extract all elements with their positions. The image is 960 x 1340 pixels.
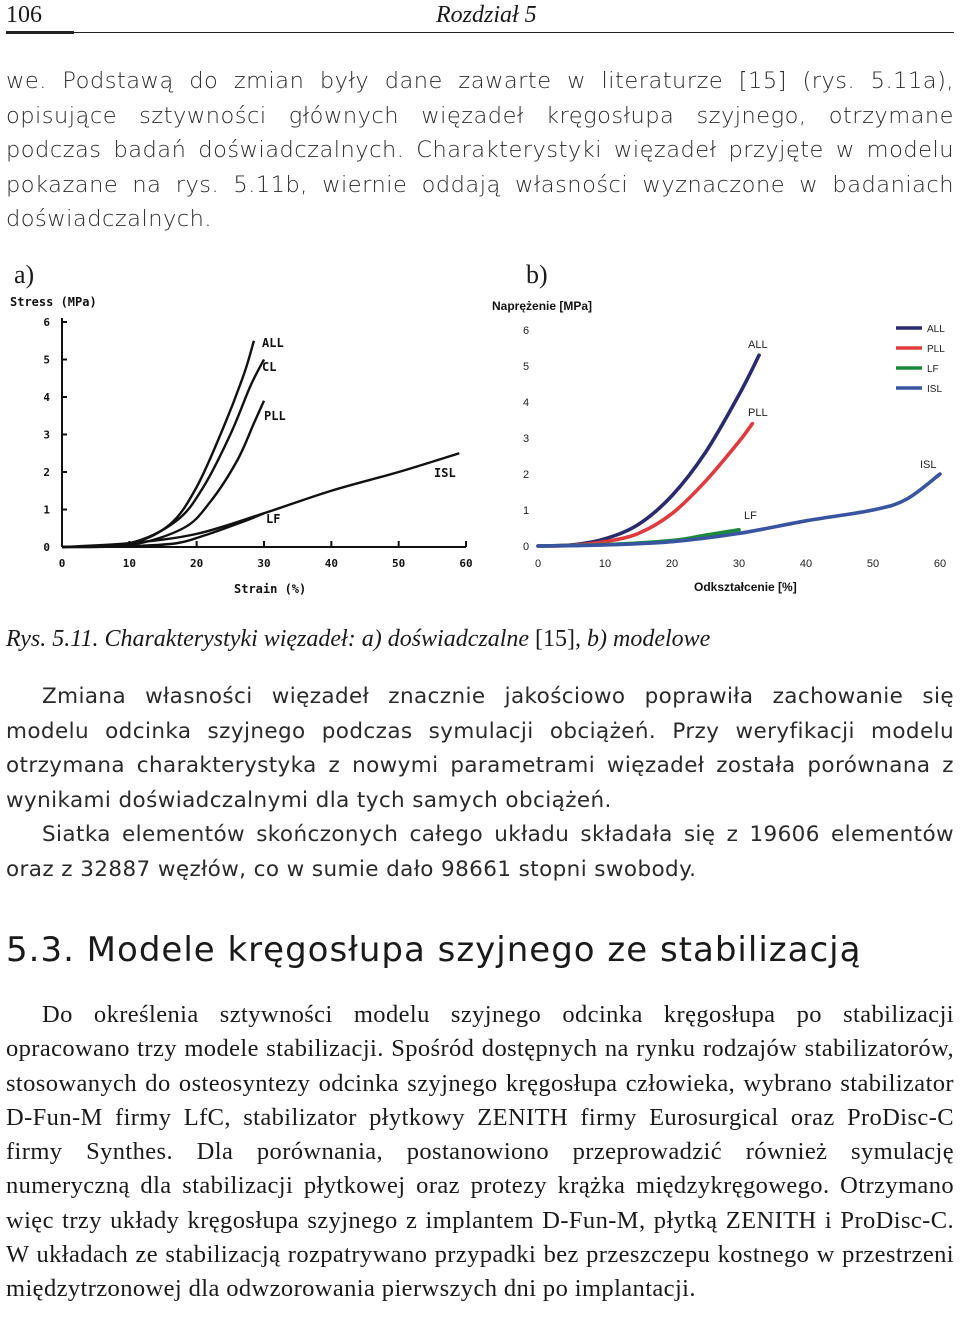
paragraph-mesh-text: Siatka elementów skończonych całego układu składała się z 19606 elementów oraz z 32887 węzłów, co w sumie dało 98661 stopni swobody. bbox=[6, 822, 954, 882]
x-axis-title: Strain (%) bbox=[234, 582, 307, 596]
x-tick-label: 60 bbox=[459, 557, 473, 570]
x-axis-title: Odkształcenie [%] bbox=[694, 580, 797, 594]
x-tick-label: 50 bbox=[866, 558, 880, 570]
y-tick-label: 4 bbox=[522, 397, 530, 409]
x-tick-label: 60 bbox=[933, 558, 947, 570]
x-tick-label: 50 bbox=[392, 557, 406, 570]
x-tick-label: 0 bbox=[58, 557, 66, 570]
x-tick-label: 40 bbox=[324, 557, 338, 570]
running-head: Rozdział 5 bbox=[436, 2, 537, 28]
paragraph-ligaments bbox=[6, 680, 954, 887]
series-annotation: PLL bbox=[748, 407, 768, 419]
header-rule bbox=[6, 32, 954, 33]
chart-model bbox=[486, 290, 956, 605]
x-tick-label: 40 bbox=[799, 558, 813, 570]
y-tick-label: 5 bbox=[43, 353, 50, 367]
x-tick-label: 20 bbox=[190, 557, 204, 570]
y-tick-label: 1 bbox=[43, 503, 50, 517]
legend-label: LF bbox=[927, 364, 939, 375]
caption-reference: [15] bbox=[535, 626, 576, 652]
series-annotation: ISL bbox=[920, 459, 937, 471]
series-annotation: ALL bbox=[262, 336, 284, 350]
series-line-isl bbox=[538, 474, 940, 546]
legend-label: PLL bbox=[927, 344, 945, 355]
panel-label-a: a) bbox=[14, 260, 35, 289]
y-tick-label: 3 bbox=[522, 433, 530, 445]
x-tick-label: 30 bbox=[257, 557, 271, 570]
series-annotation: PLL bbox=[264, 409, 286, 423]
y-tick-label: 4 bbox=[43, 391, 50, 404]
series-annotation: ISL bbox=[434, 466, 456, 480]
legend-label: ALL bbox=[927, 324, 945, 335]
section-title: 5.3. Modele kręgosłupa szyjnego ze stabilizacją bbox=[6, 930, 862, 970]
y-axis-title: Stress (MPa) bbox=[10, 295, 97, 309]
series-annotation: LF bbox=[266, 512, 281, 526]
paragraph-intro: we. Podstawą do zmian były dane zawarte w literaturze [15] (rys. 5.11a), opisujące sztywności głównych więzadeł kręgosłupa szyjnego, otrzymane podczas badań doświadczalnych. Charakterystyki więzadeł przyjęte w modelu pokazane na rys. 5.11b, wiernie oddają własności wyznaczone w badaniach doświadczalnych. bbox=[6, 68, 954, 232]
y-tick-label: 3 bbox=[43, 428, 50, 442]
y-tick-label: 2 bbox=[43, 466, 50, 479]
caption-text: Rys. 5.11. Charakterystyki więzadeł: a) doświadczalne bbox=[6, 626, 530, 652]
header-rule-accent bbox=[6, 31, 74, 34]
series-annotation: CL bbox=[262, 360, 277, 374]
page-number: 106 bbox=[6, 2, 42, 28]
caption-text-suffix: , b) modelowe bbox=[575, 626, 711, 652]
legend-label: ISL bbox=[927, 384, 943, 395]
series-annotation: LF bbox=[744, 510, 757, 522]
chart-experimental bbox=[0, 290, 480, 605]
panel-label-b: b) bbox=[526, 260, 548, 289]
x-tick-label: 20 bbox=[665, 558, 679, 570]
paragraph-ligaments-text: Zmiana własności więzadeł znacznie jakościowo poprawiła zachowanie się modelu odcinka szyjnego podczas symulacji obciążeń. Przy weryfikacji modelu otrzymana charakterystyka z nowymi parametrami więzadeł została porównana z wynikami doświadczalnymi dla tych samych obciążeń. bbox=[6, 684, 954, 813]
figure-caption bbox=[6, 626, 710, 653]
paragraph-stabilization-text: Do określenia sztywności modelu szyjnego odcinka kręgosłupa po stabilizacji opracowano trzy modele stabilizacji. Spośród dostępnych na rynku rodzajów stabilizatorów, stosowanych do osteosyntezy odcinka szyjnego kręgosłupa człowieka, wybrano stabilizator D-Fun-M firmy LfC, stabilizator płytkowy ZENITH firmy Eurosurgical oraz ProDisc-C firmy Synthes. Dla porównania, postanowiono przeprowadzić również symulację numeryczną dla stabilizacji płytkowej oraz protezy krążka międzykręgowego. Otrzymano więc trzy układy kręgosłupa szyjnego z implantem D-Fun-M, płytką ZENITH i ProDisc-C. W układach ze stabilizacją rozpatrywano przypadki bez przeszczepu kostnego w przestrzeni międzytrzonowej dla odwzorowania pierwszych dni po implantacji. bbox=[6, 1001, 954, 1303]
x-tick-label: 10 bbox=[122, 557, 136, 570]
series-line-pll bbox=[538, 424, 752, 546]
y-axis-title: Naprężenie [MPa] bbox=[492, 299, 593, 313]
x-tick-label: 0 bbox=[534, 558, 542, 570]
y-tick-label: 0 bbox=[522, 541, 530, 553]
y-tick-label: 2 bbox=[522, 469, 530, 481]
y-tick-label: 1 bbox=[522, 505, 530, 517]
paragraph-stabilization bbox=[6, 998, 954, 1307]
y-tick-label: 5 bbox=[522, 361, 530, 373]
y-tick-label: 6 bbox=[522, 325, 530, 337]
y-tick-label: 0 bbox=[43, 541, 50, 554]
series-line-isl bbox=[62, 453, 459, 547]
series-annotation: ALL bbox=[748, 339, 768, 351]
y-tick-label: 6 bbox=[43, 316, 50, 329]
series-line-all bbox=[538, 355, 759, 546]
page-header bbox=[6, 0, 954, 34]
series-line-cl bbox=[62, 360, 264, 548]
x-tick-label: 10 bbox=[598, 558, 612, 570]
x-tick-label: 30 bbox=[732, 558, 746, 570]
